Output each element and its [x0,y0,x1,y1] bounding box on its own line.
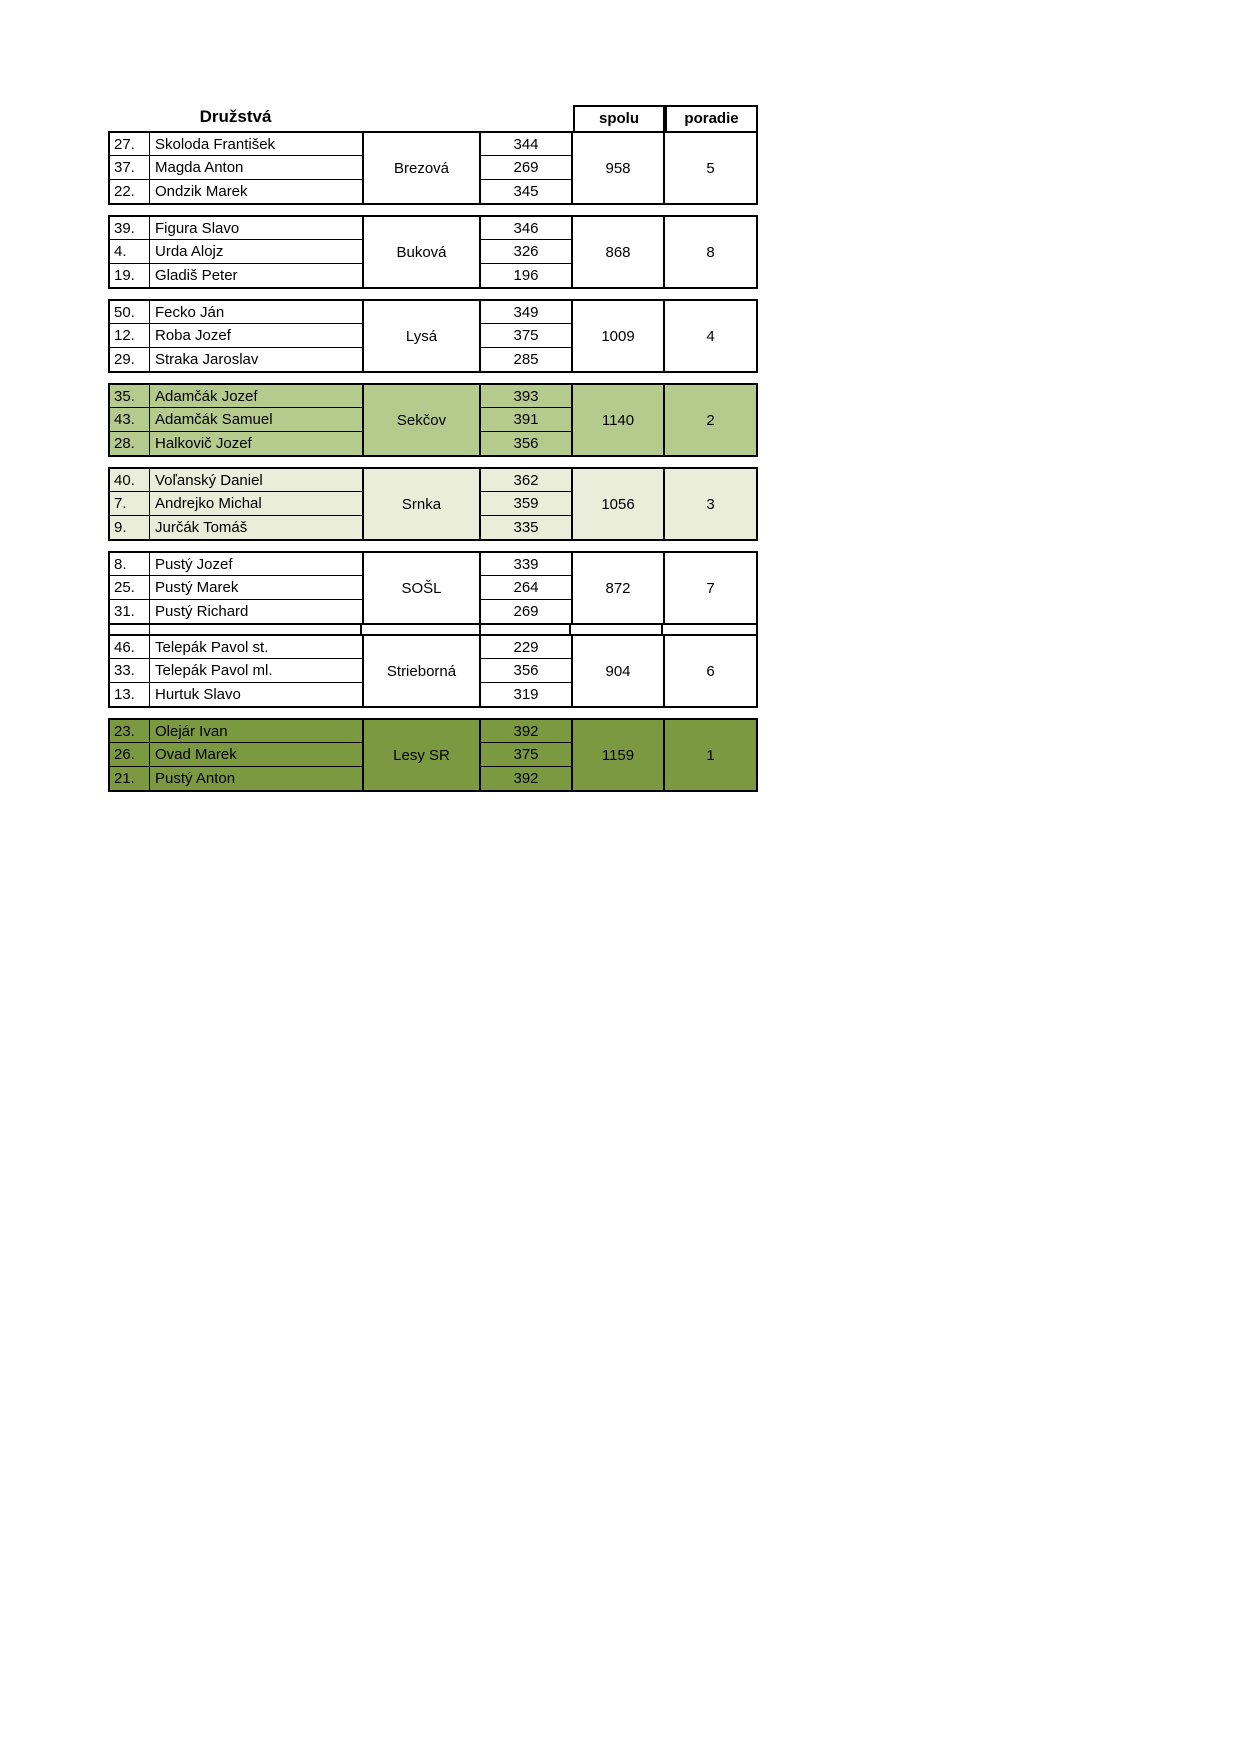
player-name-cell: Straka Jaroslav [155,350,259,368]
score-cell: 359 [481,492,571,515]
player-number-cell: 39. [110,217,150,240]
player-name-cell: Pustý Richard [155,602,249,620]
groups-container [108,131,758,792]
player-name-cell: Adamčák Jozef [150,385,362,408]
team-name-cell: Lesy SR [362,720,481,790]
team-group [108,215,758,289]
rank-cell: 3 [663,469,756,539]
player-number-cell: 23. [110,720,150,743]
rank-cell: 1 [663,720,756,790]
total-cell: 1009 [571,301,663,371]
player-name-cell: Voľanský Daniel [150,469,362,492]
player-number-cell: 4. [110,240,150,263]
player-name-cell: Adamčák Samuel [150,408,362,431]
player-name-cell: Gladiš Peter [155,266,238,284]
player-name-cell: Halkovič Jozef [155,434,252,452]
teams-header: Družstvá [199,107,272,126]
player-name-cell: Telepák Pavol st. [150,636,362,659]
player-name-cell: Pustý Jozef [150,553,362,576]
player-number-cell: 37. [110,156,150,179]
score-cell: 362 [481,469,571,492]
total-cell: 958 [571,133,663,203]
player-name-cell: Fecko Ján [150,301,362,324]
player-number-cell: 9. [110,516,150,539]
player-name-cell: Ovad Marek [150,743,362,766]
player-number-cell: 19. [110,264,150,287]
score-cell: 264 [481,576,571,599]
player-name-cell: Magda Anton [150,156,362,179]
player-number-cell: 26. [110,743,150,766]
player-name-cell: Roba Jozef [150,324,362,347]
score-cell: 391 [481,408,571,431]
player-name-cell: Andrejko Michal [150,492,362,515]
group-spacer-cell [150,625,362,634]
score-cell: 349 [481,301,571,324]
team-name-cell: Strieborná [362,636,481,706]
player-number-cell: 25. [110,576,150,599]
score-cell: 346 [481,217,571,240]
score-cell: 344 [481,133,571,156]
score-cell: 375 [481,324,571,347]
total-cell: 1056 [571,469,663,539]
total-cell: 872 [571,553,663,623]
score-cell: 319 [513,685,539,703]
rank-cell: 5 [663,133,756,203]
player-name-cell: Pustý Marek [150,576,362,599]
team-name-cell: Buková [362,217,481,287]
score-cell: 375 [481,743,571,766]
player-name-cell: Hurtuk Slavo [155,685,241,703]
score-cell: 326 [481,240,571,263]
score-cell: 393 [481,385,571,408]
player-name-cell: Pustý Anton [155,769,236,787]
player-number-cell: 21. [110,767,150,790]
score-cell: 269 [513,602,539,620]
score-cell: 392 [481,720,571,743]
player-name-cell: Urda Alojz [150,240,362,263]
player-number-cell: 33. [110,659,150,682]
rank-cell: 2 [663,385,756,455]
rank-cell: 7 [663,553,756,623]
player-number-cell: 35. [110,385,150,408]
player-number-cell: 7. [110,492,150,515]
total-header: spolu [573,105,665,131]
team-group [108,551,758,625]
total-cell: 868 [571,217,663,287]
rank-cell: 6 [663,636,756,706]
team-name-cell: SOŠL [362,553,481,623]
score-cell: 196 [513,266,539,284]
player-name-cell: Olejár Ivan [150,720,362,743]
rank-cell: 8 [663,217,756,287]
player-name-cell: Jurčák Tomáš [155,518,248,536]
team-name-cell: Lysá [362,301,481,371]
player-number-cell: 31. [110,600,150,623]
team-group [108,299,758,373]
team-name-cell: Sekčov [362,385,481,455]
score-cell: 229 [481,636,571,659]
score-cell: 339 [481,553,571,576]
total-cell: 1159 [571,720,663,790]
rank-header: poradie [665,105,758,131]
player-number-cell: 46. [110,636,150,659]
group-spacer [108,625,758,634]
team-group [108,383,758,457]
score-cell: 356 [513,434,539,452]
team-group [108,131,758,205]
table-header-row [108,105,758,131]
team-name-cell: Srnka [362,469,481,539]
total-cell: 904 [571,636,663,706]
player-number-cell: 27. [110,133,150,156]
player-number-cell: 22. [110,180,150,203]
group-spacer-cell [663,625,756,634]
score-cell: 269 [481,156,571,179]
team-group [108,718,758,792]
score-cell: 356 [481,659,571,682]
player-name-cell: Ondzik Marek [155,182,248,200]
player-name-cell: Skoloda František [150,133,362,156]
player-number-cell: 40. [110,469,150,492]
player-number-cell: 43. [110,408,150,431]
team-group [108,467,758,541]
group-spacer-cell [362,625,481,634]
group-spacer-cell [481,625,571,634]
player-number-cell: 28. [110,432,150,455]
team-name-cell: Brezová [362,133,481,203]
team-group [108,634,758,708]
player-name-cell: Telepák Pavol ml. [150,659,362,682]
score-cell: 392 [513,769,539,787]
player-number-cell: 29. [110,348,150,371]
rank-cell: 4 [663,301,756,371]
player-number-cell: 12. [110,324,150,347]
score-cell: 345 [513,182,539,200]
player-number-cell: 13. [110,683,150,706]
total-cell: 1140 [571,385,663,455]
group-spacer-cell [110,625,150,634]
player-number-cell: 8. [110,553,150,576]
results-table [108,105,758,802]
score-cell: 285 [513,350,539,368]
player-name-cell: Figura Slavo [150,217,362,240]
group-spacer-cell [571,625,663,634]
player-number-cell: 50. [110,301,150,324]
score-cell: 335 [513,518,539,536]
